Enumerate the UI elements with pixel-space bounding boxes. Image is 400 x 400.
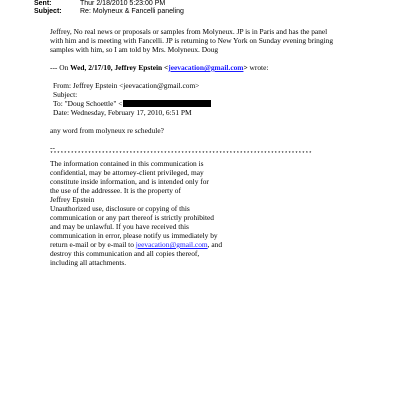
disclaimer-line: The information contained in this communication is [50,159,204,168]
disclaimer-line: confidential, may be attorney-client privileged, may [50,168,204,177]
signature-dashes: -- [50,143,55,152]
quote-intro-sender: Wed, 2/17/10, Jeffrey Epstein < [70,63,169,72]
disclaimer-line: Jeffrey Epstein [50,195,95,204]
disclaimer-text: return e-mail or by e-mail to [50,240,136,249]
original-subject: Subject: [53,90,78,99]
disclaimer-line: including all attachments. [50,258,127,267]
original-to-text: To: "Doug Schoettle" < [53,99,123,108]
original-from: From: Jeffrey Epstein <jeevacation@gmail.com> [53,81,200,90]
disclaimer-line [50,240,222,249]
disclaimer-line: and may be unlawful. If you have received this [50,222,189,231]
reply-line-3: samples with him, so I am told by Mrs. Molyneux. Doug [50,45,219,54]
reply-line-2: with him and is meeting with Fancelli. JP is returning to New York on Sunday evening bringing [50,36,334,45]
disclaimer-line: Unauthorized use, disclosure or copying of this [50,204,190,213]
original-message: any word from molyneux re schedule? [50,126,164,135]
quote-intro [50,63,268,72]
original-to [53,99,211,108]
disclaimer-line: communication in error, please notify us immediately by [50,231,218,240]
original-date: Date: Wednesday, February 17, 2010, 6:51 PM [53,108,192,117]
subject-label: Subject: [34,8,62,15]
disclaimer-line: communication or any part thereof is strictly prohibited [50,213,214,222]
disclaimer-line: constitute inside information, and is intended only for [50,177,209,186]
quote-intro-bracket: > [243,63,248,72]
signature-stars: **************************************************************************** [50,151,313,157]
quote-intro-suffix: wrote: [247,63,269,72]
disclaimer-line: destroy this communication and all copies thereof, [50,249,200,258]
disclaimer-email-link[interactable]: jeevacation@gmail.com [135,240,208,249]
subject-value: Re: Molyneux & Fancelli paneling [80,8,184,15]
disclaimer-text: , and [207,240,223,249]
quote-intro-email-link[interactable]: jeevacation@gmail.com [168,63,244,72]
quote-intro-prefix: --- On [50,63,71,72]
reply-line-1: Jeffrey, No real news or proposals or samples from Molyneux. JP is in Paris and has the panel [50,27,328,36]
disclaimer-line: the use of the addressee. It is the property of [50,186,181,195]
redaction-block [123,100,211,107]
sent-value: Thur 2/18/2010 5:23:00 PM [80,0,166,7]
sent-label: Sent: [34,0,52,7]
